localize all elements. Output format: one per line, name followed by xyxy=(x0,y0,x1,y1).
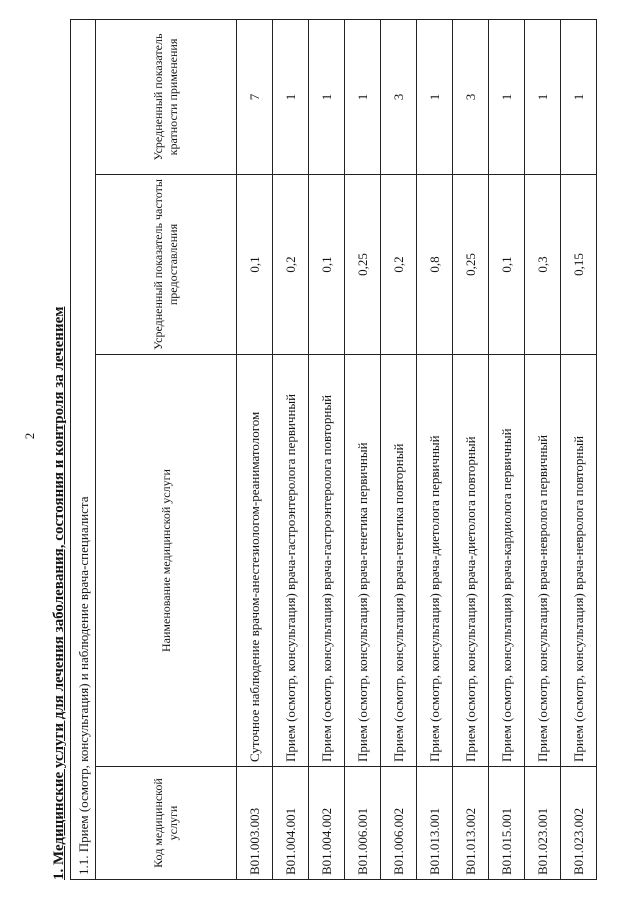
cell-frequency: 0,15 xyxy=(561,175,597,355)
header-frequency: Усредненный показатель частоты предоставления xyxy=(96,175,237,355)
subsection-row xyxy=(71,19,96,879)
table-row xyxy=(417,19,453,879)
cell-name: Прием (осмотр, консультация) врача-генетика повторный xyxy=(381,355,417,767)
cell-multiplicity: 1 xyxy=(417,19,453,174)
cell-frequency: 0,2 xyxy=(273,175,309,355)
cell-frequency: 0,25 xyxy=(453,175,489,355)
cell-name: Прием (осмотр, консультация) врача-невролога повторный xyxy=(561,355,597,767)
services-table xyxy=(70,19,597,880)
subsection-title: 1.1. Прием (осмотр, консультация) и наблюдение врача-специалиста xyxy=(71,19,96,879)
rotated-content xyxy=(50,20,620,880)
cell-multiplicity: 1 xyxy=(345,19,381,174)
cell-frequency: 0,8 xyxy=(417,175,453,355)
table-row xyxy=(309,19,345,879)
cell-code: B01.006.001 xyxy=(345,767,381,880)
cell-code: B01.004.002 xyxy=(309,767,345,880)
cell-code: B01.004.001 xyxy=(273,767,309,880)
header-multiplicity: Усредненный показатель кратности применения xyxy=(96,19,237,174)
table-row xyxy=(561,19,597,879)
cell-frequency: 0,25 xyxy=(345,175,381,355)
header-code: Код медицинской услуги xyxy=(96,767,237,880)
cell-code: B01.023.002 xyxy=(561,767,597,880)
table-row xyxy=(345,19,381,879)
cell-multiplicity: 1 xyxy=(561,19,597,174)
cell-name: Прием (осмотр, консультация) врача-диетолога первичный xyxy=(417,355,453,767)
page-number: 2 xyxy=(22,432,37,440)
table-row xyxy=(273,19,309,879)
cell-multiplicity: 1 xyxy=(309,19,345,174)
section-title: 1. Медицинские услуги для лечения заболевания, состояния и контроля за лечением xyxy=(51,306,67,880)
cell-code: B01.006.002 xyxy=(381,767,417,880)
cell-code: B01.013.001 xyxy=(417,767,453,880)
cell-name: Прием (осмотр, консультация) врача-невролога первичный xyxy=(525,355,561,767)
cell-frequency: 0,3 xyxy=(525,175,561,355)
table-row xyxy=(453,19,489,879)
table-row xyxy=(525,19,561,879)
cell-frequency: 0,1 xyxy=(237,175,273,355)
cell-code: B01.013.002 xyxy=(453,767,489,880)
cell-name: Прием (осмотр, консультация) врача-гастроэнтеролога первичный xyxy=(273,355,309,767)
cell-name: Прием (осмотр, консультация) врача-генетика первичный xyxy=(345,355,381,767)
cell-frequency: 0,1 xyxy=(309,175,345,355)
cell-name: Суточное наблюдение врачом-анестезиологом-реаниматологом xyxy=(237,355,273,767)
cell-multiplicity: 1 xyxy=(273,19,309,174)
cell-frequency: 0,2 xyxy=(381,175,417,355)
cell-multiplicity: 1 xyxy=(489,19,525,174)
cell-name: Прием (осмотр, консультация) врача-гастроэнтеролога повторный xyxy=(309,355,345,767)
header-name: Наименование медицинской услуги xyxy=(96,355,237,767)
cell-multiplicity: 7 xyxy=(237,19,273,174)
cell-multiplicity: 3 xyxy=(381,19,417,174)
cell-name: Прием (осмотр, консультация) врача-кардиолога первичный xyxy=(489,355,525,767)
cell-code: B01.015.001 xyxy=(489,767,525,880)
cell-multiplicity: 3 xyxy=(453,19,489,174)
table-row xyxy=(489,19,525,879)
cell-name: Прием (осмотр, консультация) врача-диетолога повторный xyxy=(453,355,489,767)
header-row xyxy=(96,19,237,879)
table-row xyxy=(381,19,417,879)
table-row xyxy=(237,19,273,879)
cell-code: B01.023.001 xyxy=(525,767,561,880)
cell-code: B01.003.003 xyxy=(237,767,273,880)
cell-frequency: 0,1 xyxy=(489,175,525,355)
cell-multiplicity: 1 xyxy=(525,19,561,174)
